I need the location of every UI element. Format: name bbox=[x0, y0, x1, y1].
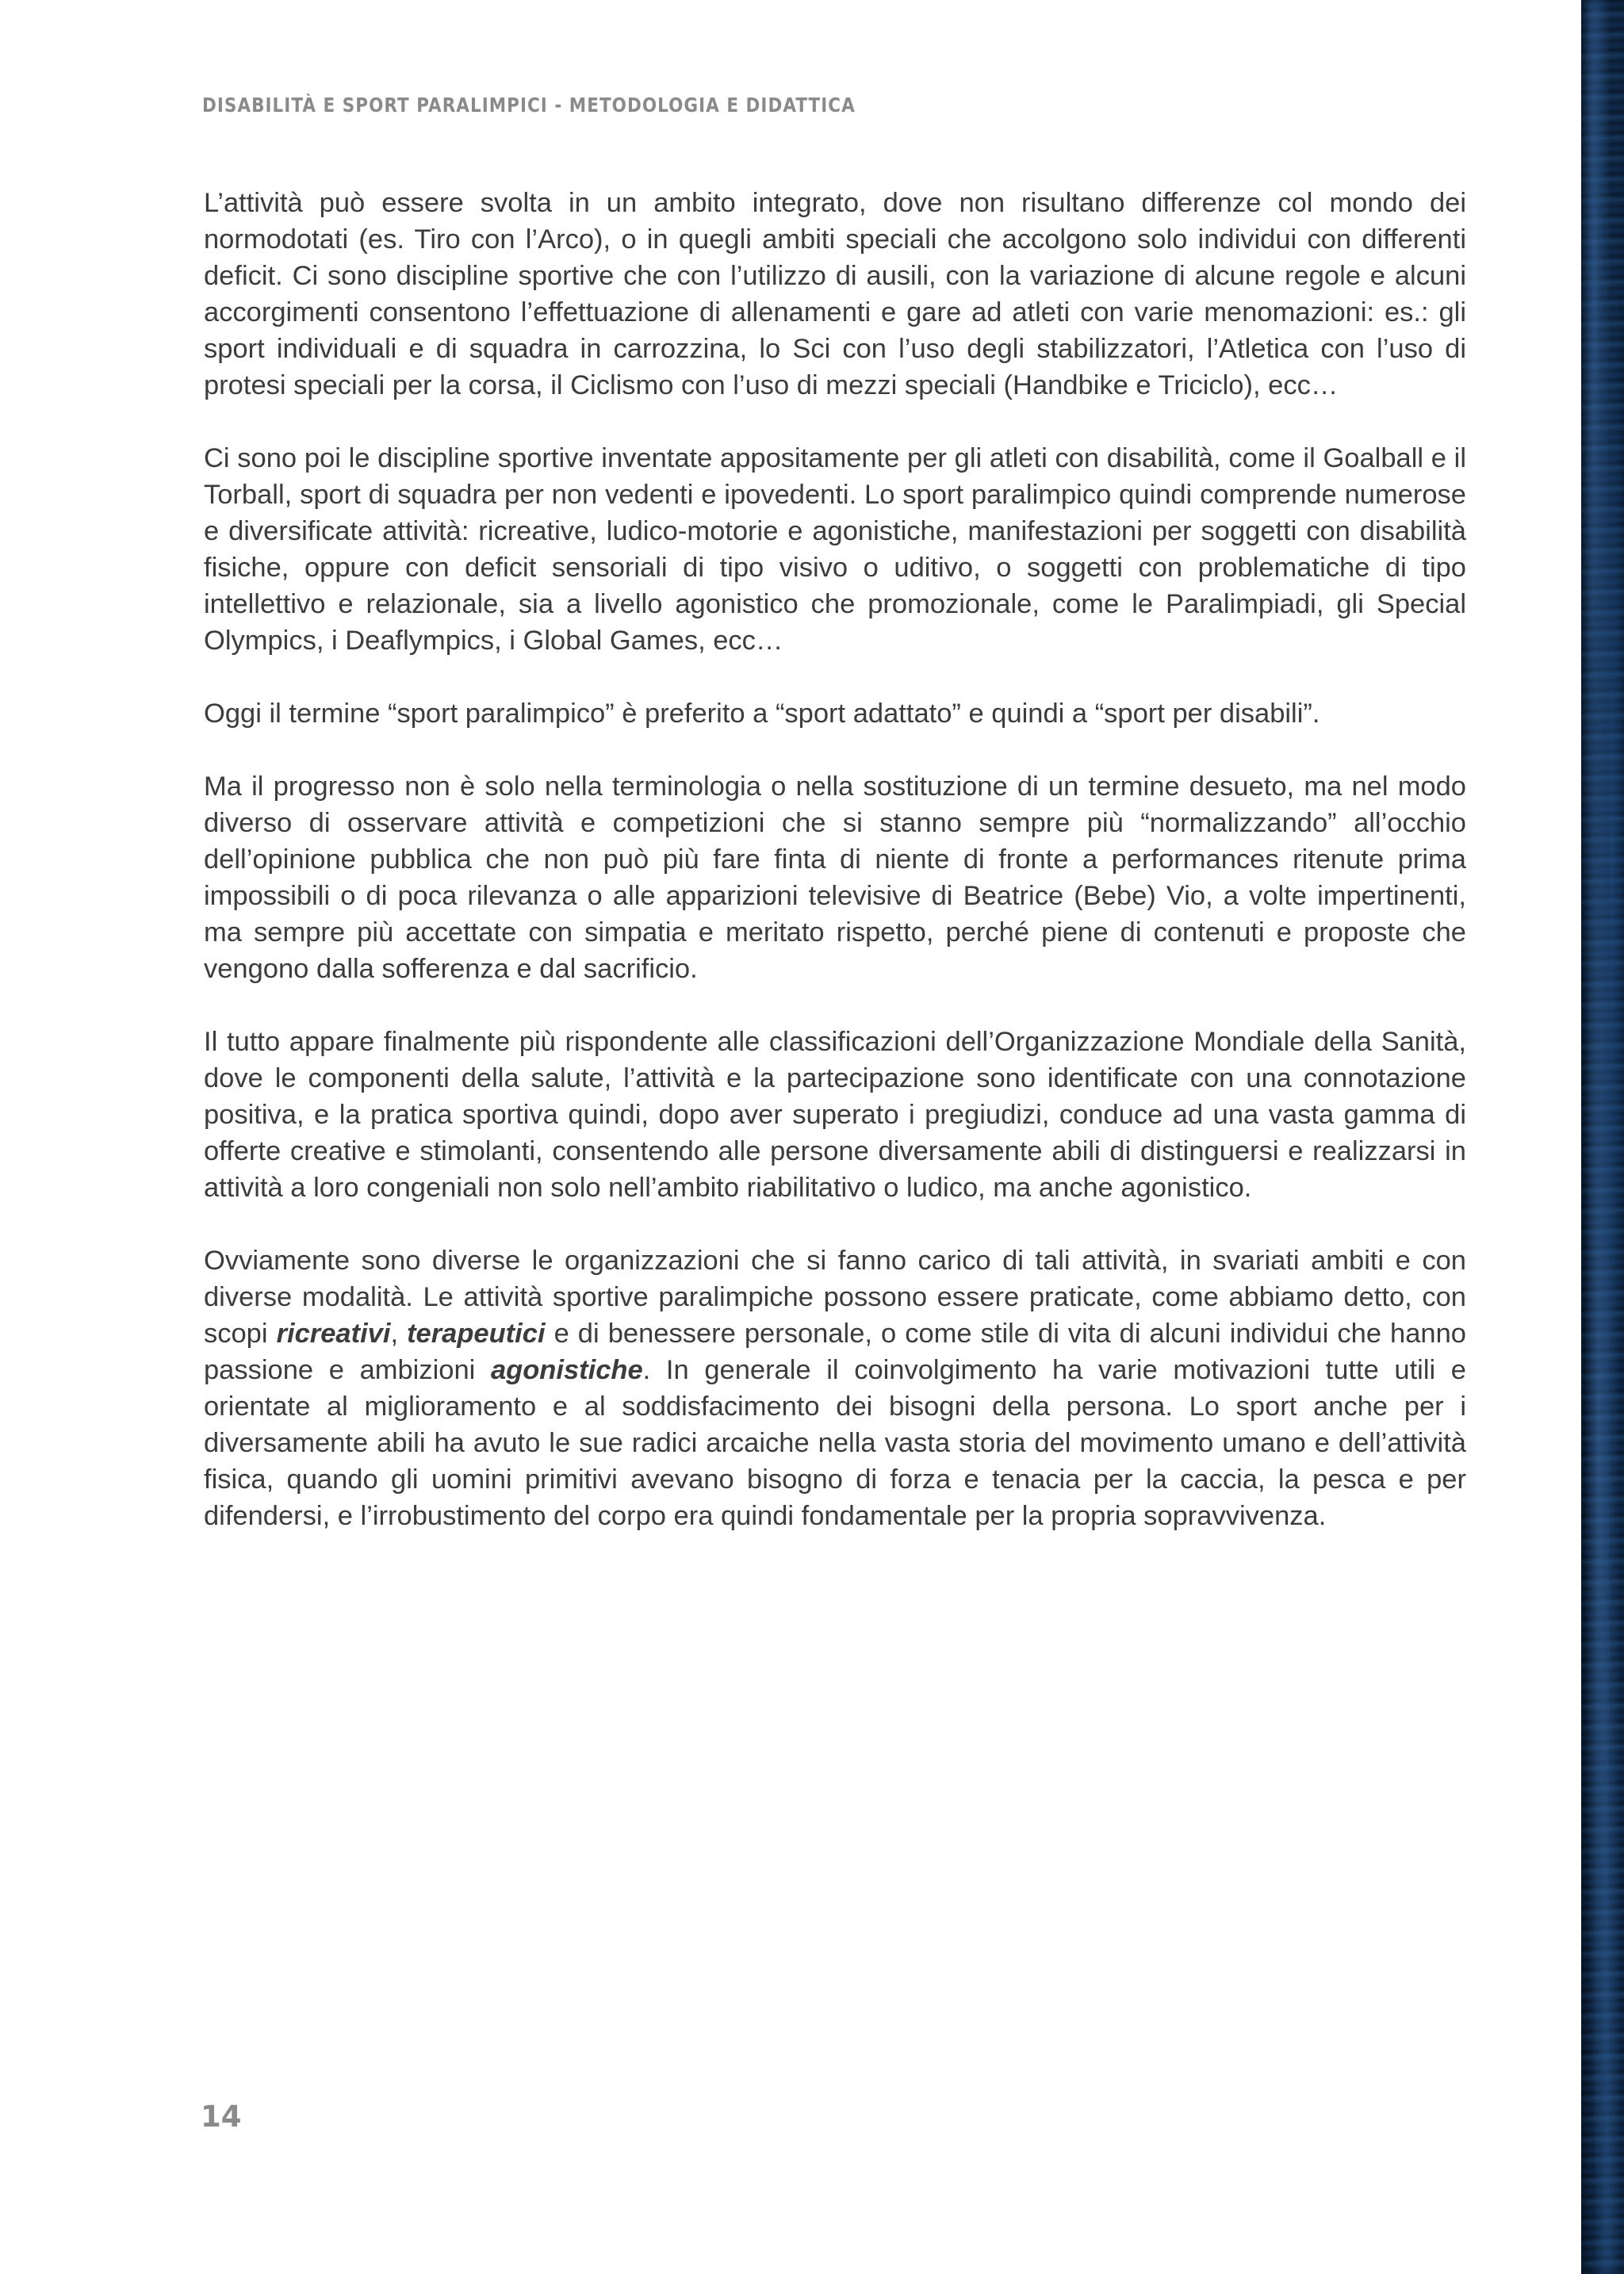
paragraph-6-separator: , bbox=[390, 1319, 408, 1349]
page-number: 14 bbox=[201, 2100, 242, 2134]
body-text bbox=[204, 185, 1466, 1534]
running-header: DISABILITÀ E SPORT PARALIMPICI - METODOLOGIA E DIDATTICA bbox=[202, 94, 856, 117]
paragraph-6-text-3: . In generale il coinvolgimento ha varie motivazioni tutte utili e orientate al miglioramento e al soddisfacimento dei bisogni della persona. Lo sport anche per i diversamente abili ha avuto le sue radici arcaiche nella vasta storia del movimento umano e dell’attività fisica, quando gli uomini primitivi avevano bisogno di forza e tenacia per la caccia, la pesca e per difendersi, e l’irrobustimento del corpo era quindi fondamentale per la propria sopravvivenza. bbox=[204, 1355, 1466, 1531]
paragraph-3: Oggi il termine “sport paralimpico” è preferito a “sport adattato” e quindi a “sport per disabili”. bbox=[204, 699, 1320, 729]
emphasis-ricreativi: ricreativi bbox=[276, 1319, 391, 1349]
paragraph-2: Ci sono poi le discipline sportive inventate appositamente per gli atleti con disabilità, come il Goalball e il Torball, sport di squadra per non vedenti e ipovedenti. Lo sport paralimpico quindi comprende numerose e diversificate attività: ricreative, ludico-motorie e agonistiche, manifestazioni per soggetti con disabilità fisiche, oppure con deficit sensoriali di tipo visivo o uditivo, o soggetti con problematiche di tipo intellettivo e relazionale, sia a livello agonistico che promozionale, come le Paralimpiadi, gli Special Olympics, i Deaflympics, i Global Games, ecc… bbox=[204, 443, 1466, 656]
emphasis-terapeutici: terapeutici bbox=[407, 1319, 546, 1349]
emphasis-agonistiche: agonistiche bbox=[490, 1355, 643, 1385]
decorative-edge-band bbox=[1581, 0, 1624, 2274]
paragraph-6-text-2: e di benessere personale, o come stile di vita di alcuni individui che hanno passione e ambizioni bbox=[204, 1319, 1466, 1385]
paragraph-1: L’attività può essere svolta in un ambito integrato, dove non risultano differenze col mondo dei normodotati (es. Tiro con l’Arco), o in quegli ambiti speciali che accolgono solo individui con differenti deficit. Ci sono discipline sportive che con l’utilizzo di ausili, con la variazione di alcune regole e alcuni accorgimenti consentono l’effettuazione di allenamenti e gare ad atleti con varie menomazioni: es.: gli sport individuali e di squadra in carrozzina, lo Sci con l’uso degli stabilizzatori, l’Atletica con l’uso di protesi speciali per la corsa, il Ciclismo con l’uso di mezzi speciali (Handbike e Triciclo), ecc… bbox=[204, 188, 1466, 400]
paragraph-6 bbox=[204, 1242, 1466, 1534]
paragraph-6-text-1: Ovviamente sono diverse le organizzazioni che si fanno carico di tali attività, in svariati ambiti e con diverse modalità. Le attività sportive paralimpiche possono essere praticate, come abbiamo detto, con scopi bbox=[204, 1246, 1466, 1349]
paragraph-4: Ma il progresso non è solo nella terminologia o nella sostituzione di un termine desueto, ma nel modo diverso di osservare attività e competizioni che si stanno sempre più “normalizzando” all’occhio dell’opinione pubblica che non può più fare finta di niente di fronte a performances ritenute prima impossibili o di poca rilevanza o alle apparizioni televisive di Beatrice (Bebe) Vio, a volte impertinenti, ma sempre più accettate con simpatia e meritato rispetto, perché piene di contenuti e proposte che vengono dalla sofferenza e dal sacrificio. bbox=[204, 771, 1466, 984]
paragraph-5: Il tutto appare finalmente più rispondente alle classificazioni dell’Organizzazione Mondiale della Sanità, dove le componenti della salute, l’attività e la partecipazione sono identificate con una connotazione positiva, e la pratica sportiva quindi, dopo aver superato i pregiudizi, conduce ad una vasta gamma di offerte creative e stimolanti, consentendo alle persone diversamente abili di distinguersi e realizzarsi in attività a loro congeniali non solo nell’ambito riabilitativo o ludico, ma anche agonistico. bbox=[204, 1027, 1466, 1203]
